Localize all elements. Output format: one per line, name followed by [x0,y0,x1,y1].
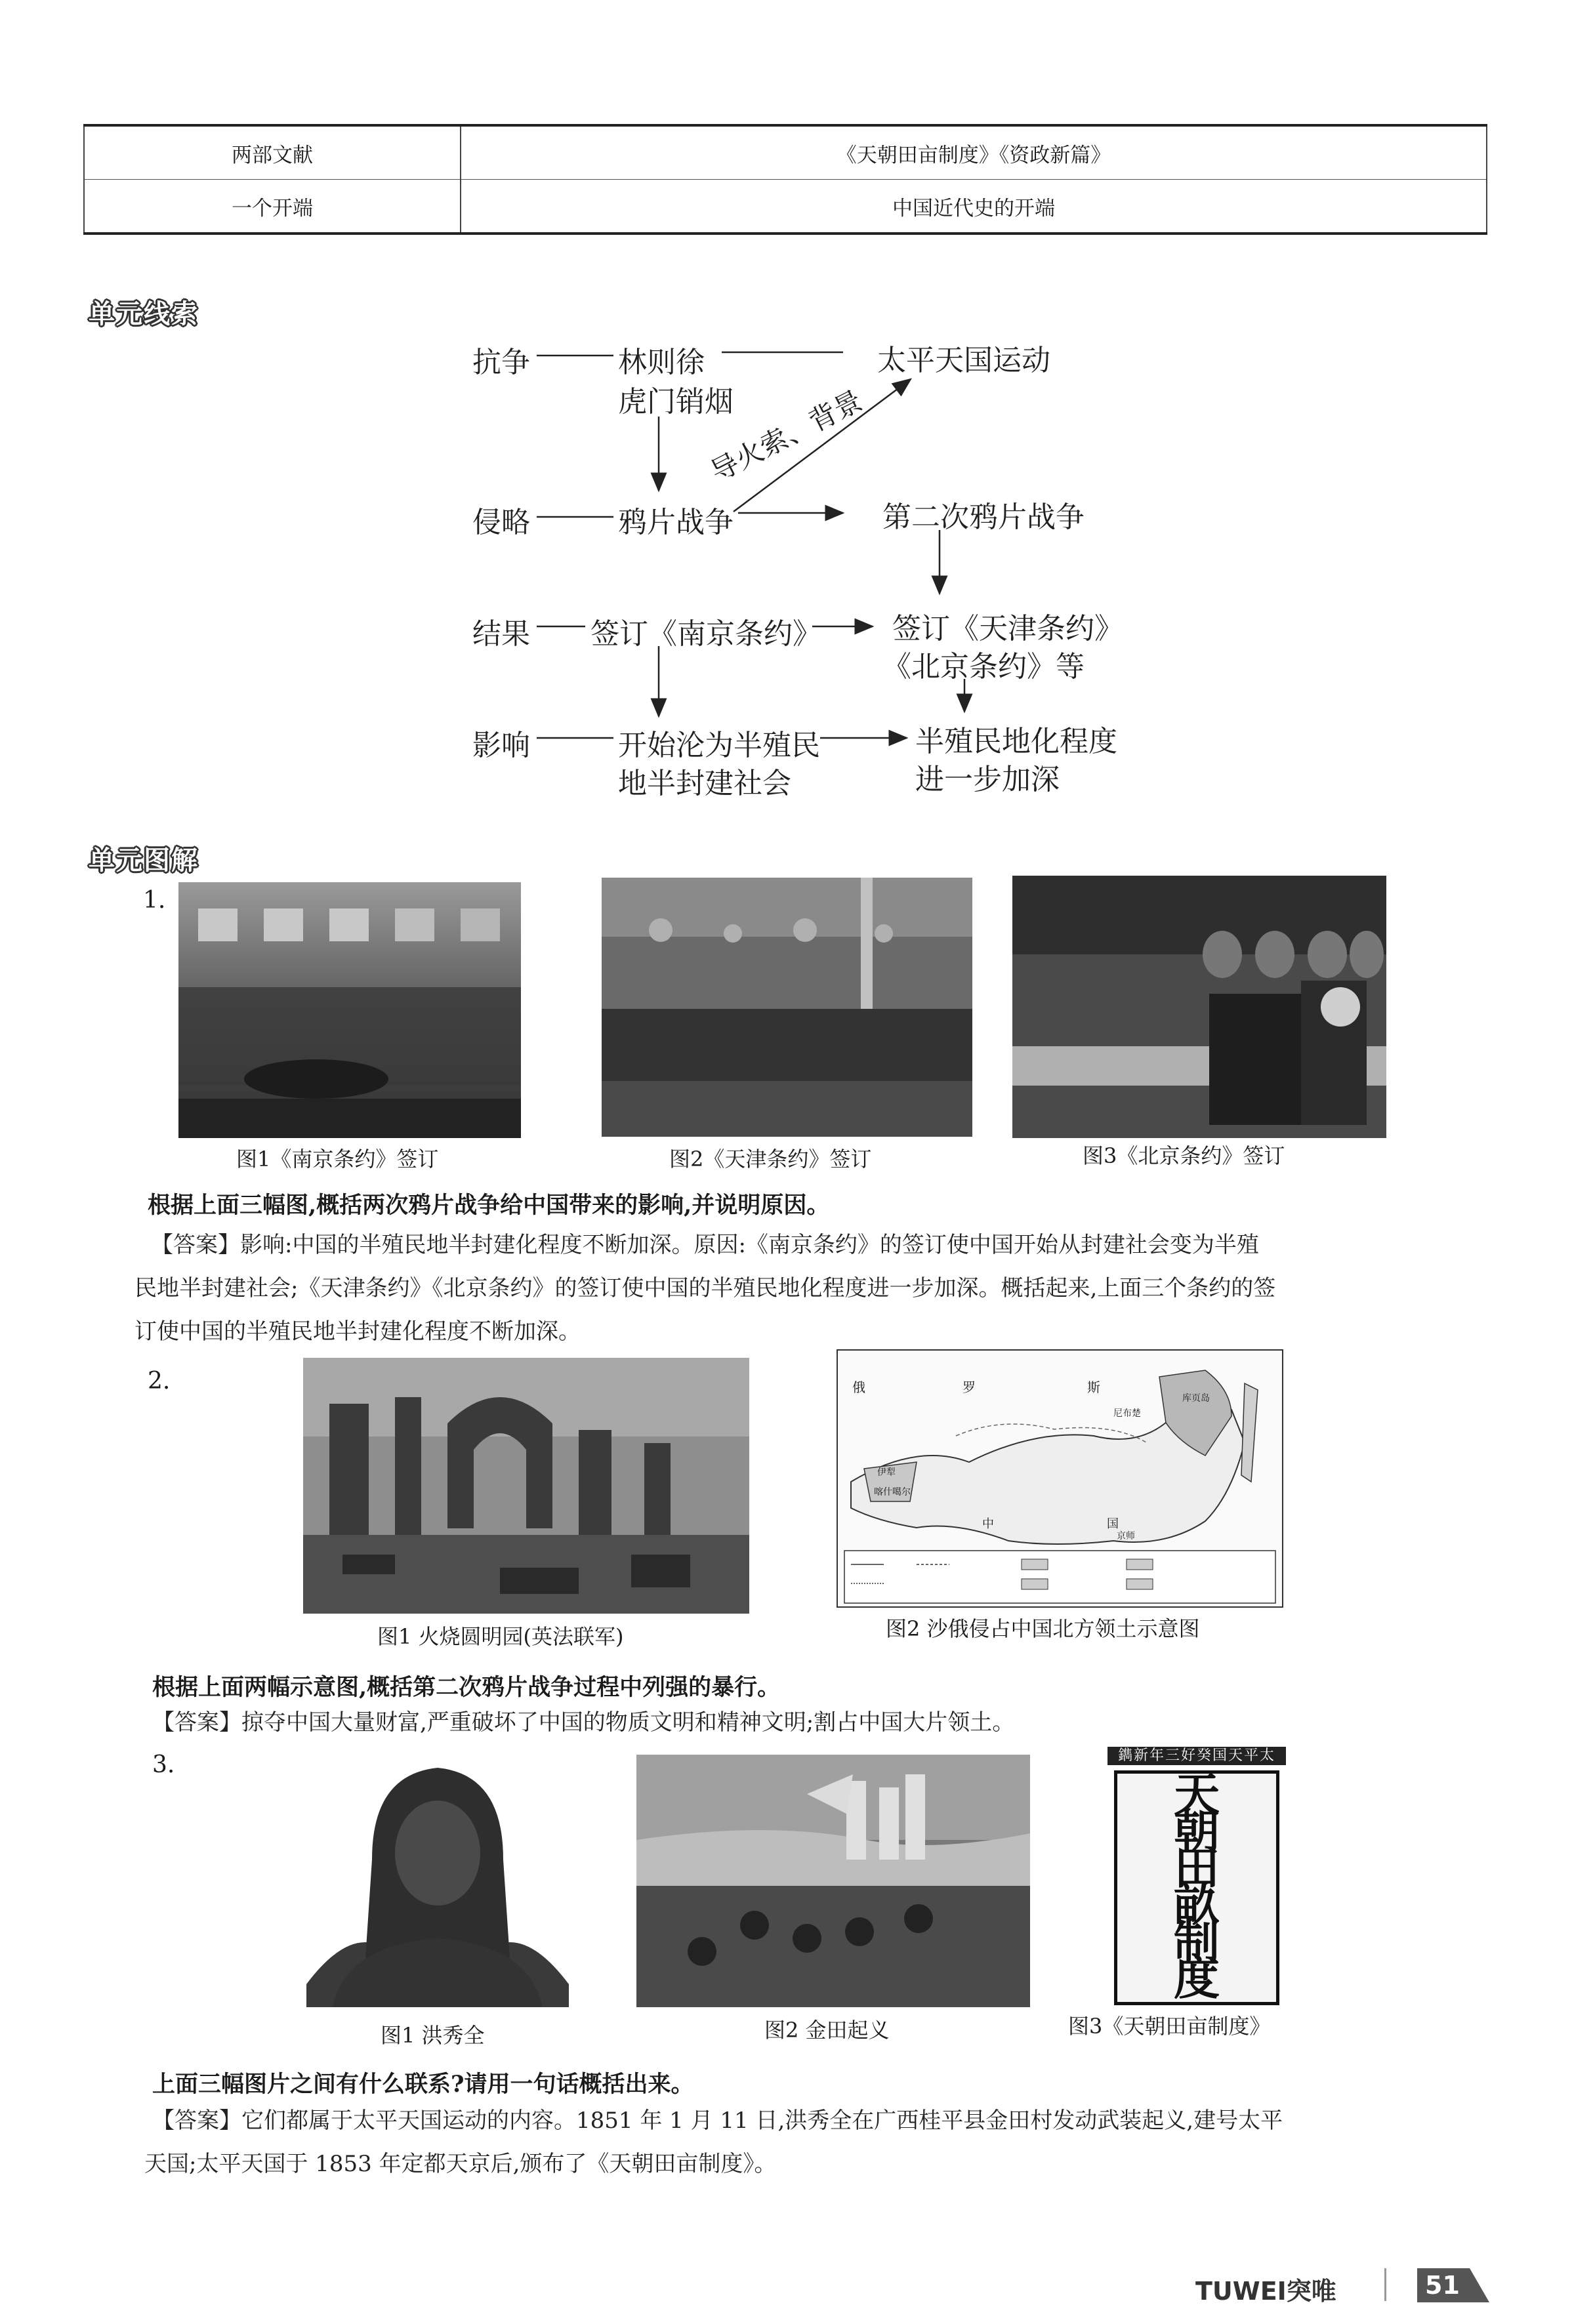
question-text: 根据上面两幅示意图,概括第二次鸦片战争过程中列强的暴行。 [152,1674,781,1701]
diagram-node-semi-colonial-2: 地半封建社会 [618,767,791,800]
diagram-node-taiping: 太平天国运动 [877,344,1050,377]
table-cell-value: 中国近代史的开端 [461,180,1487,234]
diagram-node-humen: 虎门销烟 [618,385,734,418]
photo-tianchao-book [1107,1747,1286,2009]
diagram-label-aggression: 侵略 [472,506,530,539]
question-number: 3. [152,1751,175,1778]
map-russia-occupation [837,1349,1283,1608]
answer-line: 订使中国的半殖民地半封建化程度不断加深。 [134,1318,581,1345]
caption-fig3: 图3《北京条约》签订 [1083,1143,1285,1168]
table-cell-label: 一个开端 [84,180,461,234]
caption-fig1: 图1 洪秀全 [381,2023,485,2048]
page-number: 51 [1425,2271,1460,2300]
footer-brand: TUWEI突唯 [1195,2277,1336,2306]
map-label: 京师 [1117,1531,1135,1541]
book-header: 太平天国癸好三年新鐫 [1107,1747,1286,1765]
diagram-node-beijing: 《北京条约》等 [882,650,1085,683]
diagram-label-impact: 影响 [472,729,530,762]
answer-text [144,2099,1491,2186]
answer-text [134,1223,1483,1353]
diagram-node-deepen-1: 半殖民地化程度 [915,725,1117,758]
caption-fig2: 图2《天津条约》签订 [669,1147,872,1172]
photo-nanjing-treaty [178,882,521,1138]
question-number: 1. [143,887,166,914]
map-label: 俄 [852,1379,865,1395]
caption-fig1: 图1 火烧圆明园(英法联军) [377,1624,624,1649]
diagram-node-opium-war: 鸦片战争 [618,506,734,539]
photo-tianjin-treaty [602,878,972,1137]
answer-line: 天国;太平天国于 1853 年定都天京后,颁布了《天朝田亩制度》。 [144,2151,777,2177]
section-title-clue: 单元线索 [89,299,199,329]
page-number-badge [1417,2268,1489,2302]
diagram-node-tianjin: 签订《天津条约》 [892,612,1123,645]
footer-divider [1384,2268,1386,2301]
caption-fig3: 图3《天朝田亩制度》 [1068,2014,1271,2039]
caption-fig2: 图2 沙俄侵占中国北方领土示意图 [886,1616,1200,1641]
question-text: 上面三幅图片之间有什么联系?请用一句话概括出来。 [152,2071,694,2098]
diagram-node-linzexu: 林则徐 [618,346,705,379]
diagram-arrow-label: 导火索、背景 [705,384,867,489]
map-label: 伊犁 [877,1467,896,1478]
diagram-node-second-opium-war: 第二次鸦片战争 [882,500,1085,534]
map-label: 喀什噶尔 [874,1487,911,1498]
diagram-label-struggle: 抗争 [472,346,530,379]
diagram-label-result: 结果 [472,617,530,651]
photo-yuanmingyuan [303,1358,749,1614]
question-text: 根据上面三幅图,概括两次鸦片战争给中国带来的影响,并说明原因。 [148,1192,830,1219]
photo-hong-xiuquan [293,1761,582,2007]
table-cell-label: 两部文献 [84,125,461,180]
map-label: 国 [1107,1517,1119,1531]
caption-fig1: 图1《南京条约》签订 [236,1147,439,1172]
map-label: 尼布楚 [1113,1408,1141,1419]
table-cell-value: 《天朝田亩制度》《资政新篇》 [461,125,1487,180]
diagram-node-deepen-2: 进一步加深 [915,763,1060,796]
map-label: 斯 [1087,1379,1100,1395]
diagram-lines [0,0,1593,853]
diagram-node-nanjing: 签订《南京条约》 [590,617,821,651]
answer-text: 【答案】掠夺中国大量财富,严重破坏了中国的物质文明和精神文明;割占中国大片领土。 [152,1709,1015,1736]
section-title-diagram: 单元图解 [89,846,199,876]
answer-line: 民地半封建社会;《天津条约》《北京条约》的签订使中国的半殖民地化程度进一步加深。概括起来,上面三个条约的签 [134,1275,1276,1301]
map-label: 中 [982,1517,994,1531]
book-frame [1114,1767,1279,2005]
map-label: 库页岛 [1182,1393,1210,1404]
question-number: 2. [148,1368,171,1395]
diagram-node-semi-colonial-1: 开始沦为半殖民 [618,729,820,762]
answer-line: 【答案】它们都属于太平天国运动的内容。1851 年 1 月 11 日,洪秀全在广西桂平县金田村发动武装起义,建号太平 [152,2108,1283,2134]
photo-jintian-uprising [636,1755,1030,2007]
map-label: 罗 [962,1379,976,1395]
answer-line: 【答案】影响:中国的半殖民地半封建化程度不断加深。原因:《南京条约》的签订使中国开始从封建社会变为半殖 [151,1232,1259,1258]
photo-beijing-treaty [1012,876,1386,1138]
caption-fig2: 图2 金田起义 [764,2018,890,2043]
book-title: 天朝田畝制度 [1174,1767,1220,2005]
